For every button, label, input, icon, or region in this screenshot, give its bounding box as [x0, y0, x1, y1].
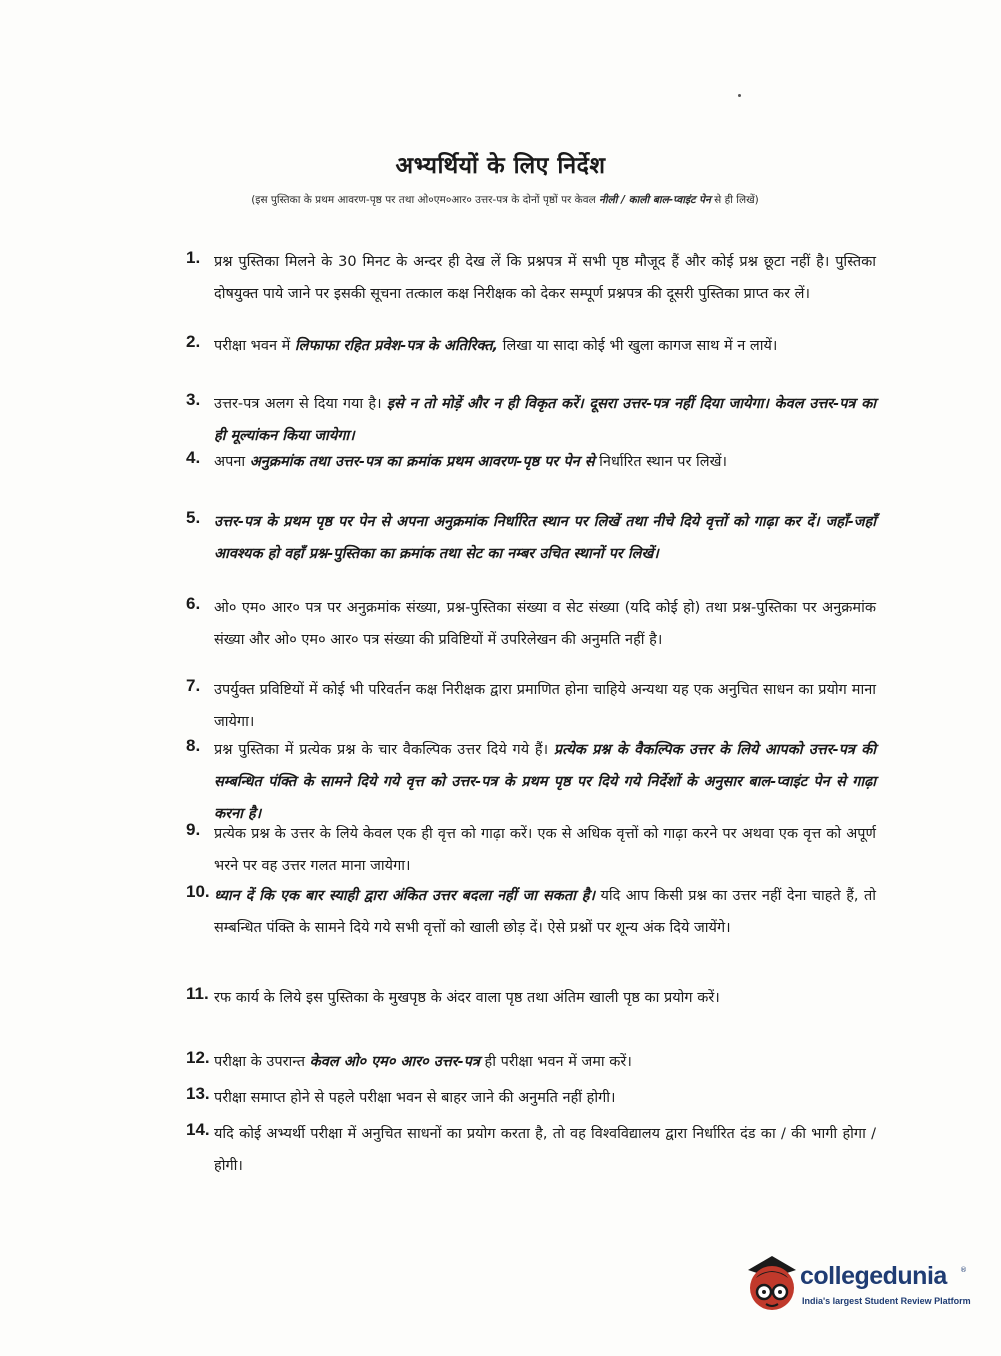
instruction-number: 6. — [186, 594, 201, 613]
instruction-text: परीक्षा समाप्त होने से पहले परीक्षा भवन से बाहर जाने की अनुमति नहीं होगी। — [214, 1090, 616, 1106]
instruction-text-emphasis: प्रत्येक प्रश्न के वैकल्पिक उत्तर के लिये आपको उत्तर-पत्र की सम्बन्धित पंक्ति के सामने दिये गये वृत्त को उत्तर-पत्र के प्रथम पृष्ठ पर दिये गये निर्देशों के अनुसार बाल-प्वाइंट पेन से गाढ़ा करना है। — [214, 742, 876, 822]
instruction-number: 4. — [186, 448, 201, 467]
subtitle-before: (इस पुस्तिका के प्रथम आवरण-पृष्ठ पर तथा ओ०एम०आर० उत्तर-पत्र के दोनों पृष्ठों पर केवल — [251, 194, 600, 206]
instruction-text — [214, 1046, 876, 1078]
instruction-text-plain: निर्धारित स्थान पर लिखें। — [594, 454, 727, 470]
mascot-icon — [748, 1256, 796, 1310]
instruction-text — [214, 446, 876, 478]
instruction-text-plain: लिखा या सादा कोई भी खुला कागज साथ में न लायें। — [498, 338, 778, 354]
instruction-text-emphasis: अनुक्रमांक तथा उत्तर-पत्र का क्रमांक प्रथम आवरण-पृष्ठ पर पेन से — [249, 454, 595, 470]
logo-tagline: India's largest Student Review Platform — [802, 1296, 971, 1306]
instruction-number: 8. — [186, 736, 201, 755]
instruction-text-emphasis: उत्तर-पत्र के प्रथम पृष्ठ पर पेन से अपना अनुक्रमांक निर्धारित स्थान पर लिखें तथा नीचे दिये वृत्तों को गाढ़ा कर दें। जहाँ-जहाँ आवश्यक हो वहाँ प्रश्न-पुस्तिका का क्रमांक तथा सेट का नम्बर उचित स्थानों पर लिखें। — [214, 514, 876, 562]
instruction-text-emphasis: ध्यान दें कि एक बार स्याही द्वारा अंकित उत्तर बदला नहीं जा सकता है। — [214, 888, 595, 904]
instruction-text — [214, 330, 876, 362]
instruction-text: प्रश्न पुस्तिका मिलने के 30 मिनट के अन्दर ही देख लें कि प्रश्नपत्र में सभी पृष्ठ मौजूद हैं और कोई प्रश्न छूटा नहीं है। पुस्तिका दोषयुक्त पाये जाने पर इसकी सूचना तत्काल कक्ष निरीक्षक को देकर सम्पूर्ण प्रश्नपत्र की दूसरी पुस्तिका प्राप्त कर लें। — [214, 254, 876, 302]
instruction-text-plain: प्रश्न पुस्तिका में प्रत्येक प्रश्न के चार वैकल्पिक उत्तर दिये गये हैं। — [214, 742, 554, 758]
instruction-text — [214, 388, 876, 452]
page-title: अभ्यर्थियों के लिए निर्देश — [395, 153, 606, 179]
instruction-number: 3. — [186, 390, 201, 409]
instruction-text-plain: परीक्षा भवन में — [214, 338, 295, 354]
instruction-number: 10. — [186, 882, 210, 901]
instruction-text-plain: उत्तर-पत्र अलग से दिया गया है। — [214, 396, 387, 412]
instruction-number: 13. — [186, 1084, 210, 1103]
scan-speck — [738, 94, 741, 97]
registered-mark: ® — [960, 1266, 967, 1274]
instruction-number: 14. — [186, 1120, 210, 1139]
instruction-text — [214, 734, 876, 830]
instruction-number: 11. — [186, 984, 209, 1003]
instruction-text: ओ० एम० आर० पत्र पर अनुक्रमांक संख्या, प्रश्न-पुस्तिका संख्या व सेट संख्या (यदि कोई हो) तथा प्रश्न-पुस्तिका पर अनुक्रमांक संख्या और ओ० एम० आर० पत्र संख्या की प्रविष्टियों में उपरिलेखन की अनुमति नहीं है। — [214, 600, 876, 648]
instruction-text-plain: यदि आप किसी प्रश्न का उत्तर नहीं देना चाहते हैं, तो सम्बन्धित पंक्ति के सामने दिये गये सभी वृत्तों को खाली छोड़ दें। ऐसे प्रश्नों पर शून्य अंक दिये जायेंगे। — [214, 888, 877, 936]
subtitle-after: से ही लिखें) — [710, 194, 759, 206]
instruction-text: प्रत्येक प्रश्न के उत्तर के लिये केवल एक ही वृत्त को गाढ़ा करें। एक से अधिक वृत्तों को गाढ़ा करने पर अथवा एक वृत्त को अपूर्ण भरने पर वह उत्तर गलत माना जायेगा। — [214, 826, 876, 874]
instruction-text-emphasis: केवल ओ० एम० आर० उत्तर-पत्र — [309, 1054, 480, 1070]
instruction-text-plain: अपना — [214, 454, 250, 470]
instruction-text-emphasis: लिफाफा रहित प्रवेश-पत्र के अतिरिक्त, — [294, 338, 499, 354]
logo-wordmark: collegedunia — [800, 1262, 947, 1290]
instruction-text — [214, 506, 876, 570]
instruction-number: 7. — [186, 676, 201, 695]
instruction-number: 2. — [186, 332, 201, 351]
instruction-text — [214, 880, 876, 944]
instruction-text-plain: परीक्षा के उपरान्त — [214, 1054, 310, 1070]
instruction-text: यदि कोई अभ्यर्थी परीक्षा में अनुचित साधनों का प्रयोग करता है, तो वह विश्वविद्यालय द्वारा निर्धारित दंड का / की भागी होगा / होगी। — [214, 1126, 876, 1174]
instruction-text-plain: ही परीक्षा भवन में जमा करें। — [479, 1054, 632, 1070]
instruction-number: 12. — [186, 1048, 210, 1067]
instruction-text: रफ कार्य के लिये इस पुस्तिका के मुखपृष्ठ के अंदर वाला पृष्ठ तथा अंतिम खाली पृष्ठ का प्रयोग करें। — [214, 990, 720, 1006]
instruction-number: 9. — [186, 820, 201, 839]
page-subtitle — [150, 193, 860, 207]
instruction-number: 5. — [186, 508, 201, 527]
instruction-text-emphasis: इसे न तो मोड़ें और न ही विकृत करें। दूसरा उत्तर-पत्र नहीं दिया जायेगा। केवल उत्तर-पत्र का ही मूल्यांकन किया जायेगा। — [214, 396, 876, 444]
instruction-number: 1. — [186, 248, 201, 267]
instruction-text: उपर्युक्त प्रविष्टियों में कोई भी परिवर्तन कक्ष निरीक्षक द्वारा प्रमाणित होना चाहिये अन्यथा यह एक अनुचित साधन का प्रयोग माना जायेगा। — [214, 682, 876, 730]
subtitle-emphasis: नीली / काली बाल-प्वाइंट पेन — [599, 194, 711, 206]
